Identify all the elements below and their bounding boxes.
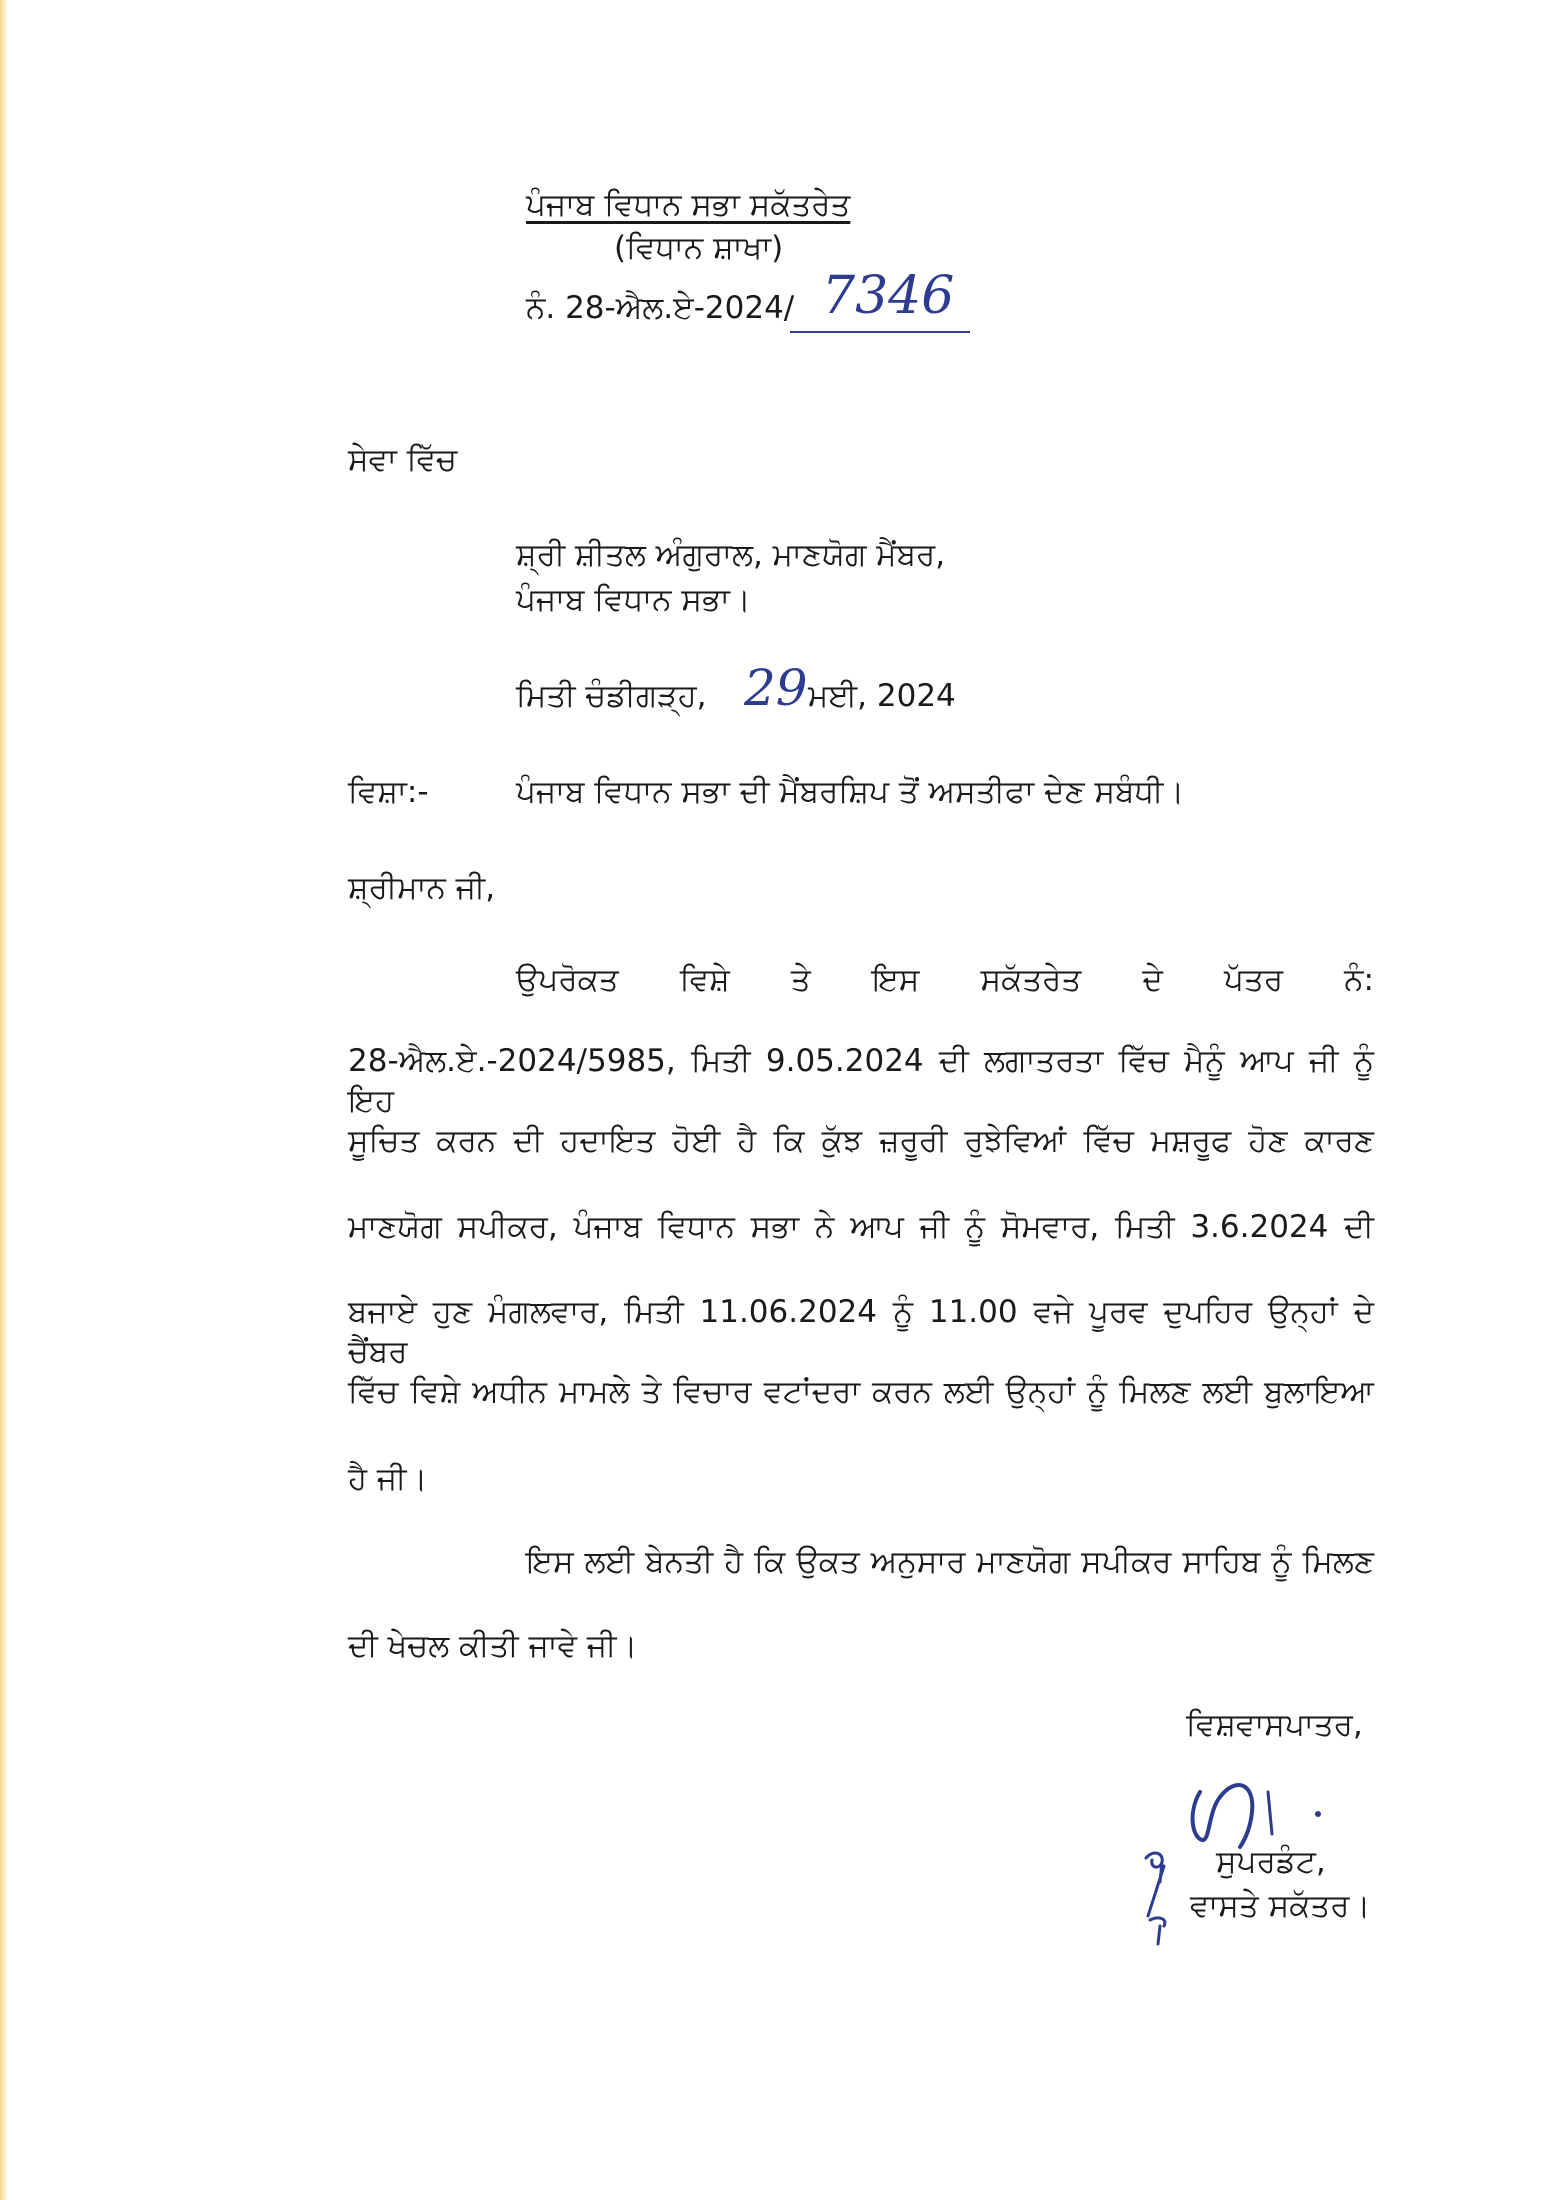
reference-underline (790, 331, 970, 333)
service-label: ਸੇਵਾ ਵਿੱਚ (348, 442, 458, 478)
reference-number: ਨੰ. 28-ਐਲ.ਏ-2024/ (526, 290, 795, 326)
closing-faithfully: ਵਿਸ਼ਵਾਸਪਾਤਰ, (1186, 1707, 1363, 1743)
para1-line: ਮਾਣਯੋਗ ਸਪੀਕਰ, ਪੰਜਾਬ ਵਿਧਾਨ ਸਭਾ ਨੇ ਆਪ ਜੀ ਨੂੰ ਸੋਮਵਾਰ, ਮਿਤੀ 3.6.2024 ਦੀ (348, 1209, 1374, 1245)
initials-mark (1138, 1846, 1188, 1956)
subject-text: ਪੰਜਾਬ ਵਿਧਾਨ ਸਭਾ ਦੀ ਮੈਂਬਰਸ਼ਿਪ ਤੋਂ ਅਸਤੀਫਾ ਦੇਣ ਸਬੰਧੀ। (516, 774, 1185, 810)
office-title: ਪੰਜਾਬ ਵਿਧਾਨ ਸਭਾ ਸਕੱਤਰੇਤ (526, 187, 851, 223)
para1-line: 28-ਐਲ.ਏ.-2024/5985, ਮਿਤੀ 9.05.2024 ਦੀ ਲਗਾਤਰਤਾ ਵਿੱਚ ਮੈਨੂੰ ਆਪ ਜੀ ਨੂੰ ਇਹ (348, 1043, 1374, 1119)
handwritten-date: 29 (744, 659, 808, 717)
para2-line: ਇਸ ਲਈ ਬੇਨਤੀ ਹੈ ਕਿ ਉਕਤ ਅਨੁਸਾਰ ਮਾਣਯੋਗ ਸਪੀਕਰ ਸਾਹਿਬ ਨੂੰ ਮਿਲਣ (526, 1544, 1374, 1580)
para1-line: ਬਜਾਏ ਹੁਣ ਮੰਗਲਵਾਰ, ਮਿਤੀ 11.06.2024 ਨੂੰ 11.00 ਵਜੇ ਪੂਰਵ ਦੁਪਹਿਰ ਉਨ੍ਹਾਂ ਦੇ ਚੈਂਬਰ (348, 1294, 1374, 1370)
para2-line: ਦੀ ਖੇਚਲ ਕੀਤੀ ਜਾਵੇ ਜੀ। (348, 1628, 638, 1664)
branch-name: (ਵਿਧਾਨ ਸ਼ਾਖਾ) (614, 230, 784, 266)
recipient-office: ਪੰਜਾਬ ਵਿਧਾਨ ਸਭਾ। (516, 582, 751, 618)
date-prefix: ਮਿਤੀ ਚੰਡੀਗੜ੍ਹ, (516, 678, 707, 714)
handwritten-reference: 7346 (822, 266, 955, 326)
para1-line: ਵਿੱਚ ਵਿਸ਼ੇ ਅਧੀਨ ਮਾਮਲੇ ਤੇ ਵਿਚਾਰ ਵਟਾਂਦਰਾ ਕਰਨ ਲਈ ਉਨ੍ਹਾਂ ਨੂੰ ਮਿਲਣ ਲਈ ਬੁਲਾਇਆ (348, 1374, 1374, 1410)
recipient-name: ਸ਼੍ਰੀ ਸ਼ੀਤਲ ਅੰਗੁਰਾਲ, ਮਾਣਯੋਗ ਮੈਂਬਰ, (516, 537, 946, 573)
subject-label: ਵਿਸ਼ਾ:- (348, 774, 429, 810)
scan-edge (0, 0, 8, 2200)
para1-line: ਉਪਰੋਕਤ ਵਿਸ਼ੇ ਤੇ ਇਸ ਸਕੱਤਰੇਤ ਦੇ ਪੱਤਰ ਨੰ: (516, 962, 1374, 998)
for-secretary: ਵਾਸਤੇ ਸਕੱਤਰ। (1190, 1888, 1371, 1924)
date-suffix: ਮਈ, 2024 (808, 678, 956, 714)
designation: ਸੁਪਰਡੰਟ, (1216, 1844, 1326, 1880)
para1-line: ਹੈ ਜੀ। (348, 1461, 428, 1497)
salutation: ਸ਼੍ਰੀਮਾਨ ਜੀ, (348, 870, 496, 906)
para1-line: ਸੂਚਿਤ ਕਰਨ ਦੀ ਹਦਾਇਤ ਹੋਈ ਹੈ ਕਿ ਕੁੱਝ ਜ਼ਰੂਰੀ ਰੁਝੇਵਿਆਂ ਵਿੱਚ ਮਸ਼ਰੂਫ ਹੋਣ ਕਾਰਣ (348, 1123, 1374, 1159)
